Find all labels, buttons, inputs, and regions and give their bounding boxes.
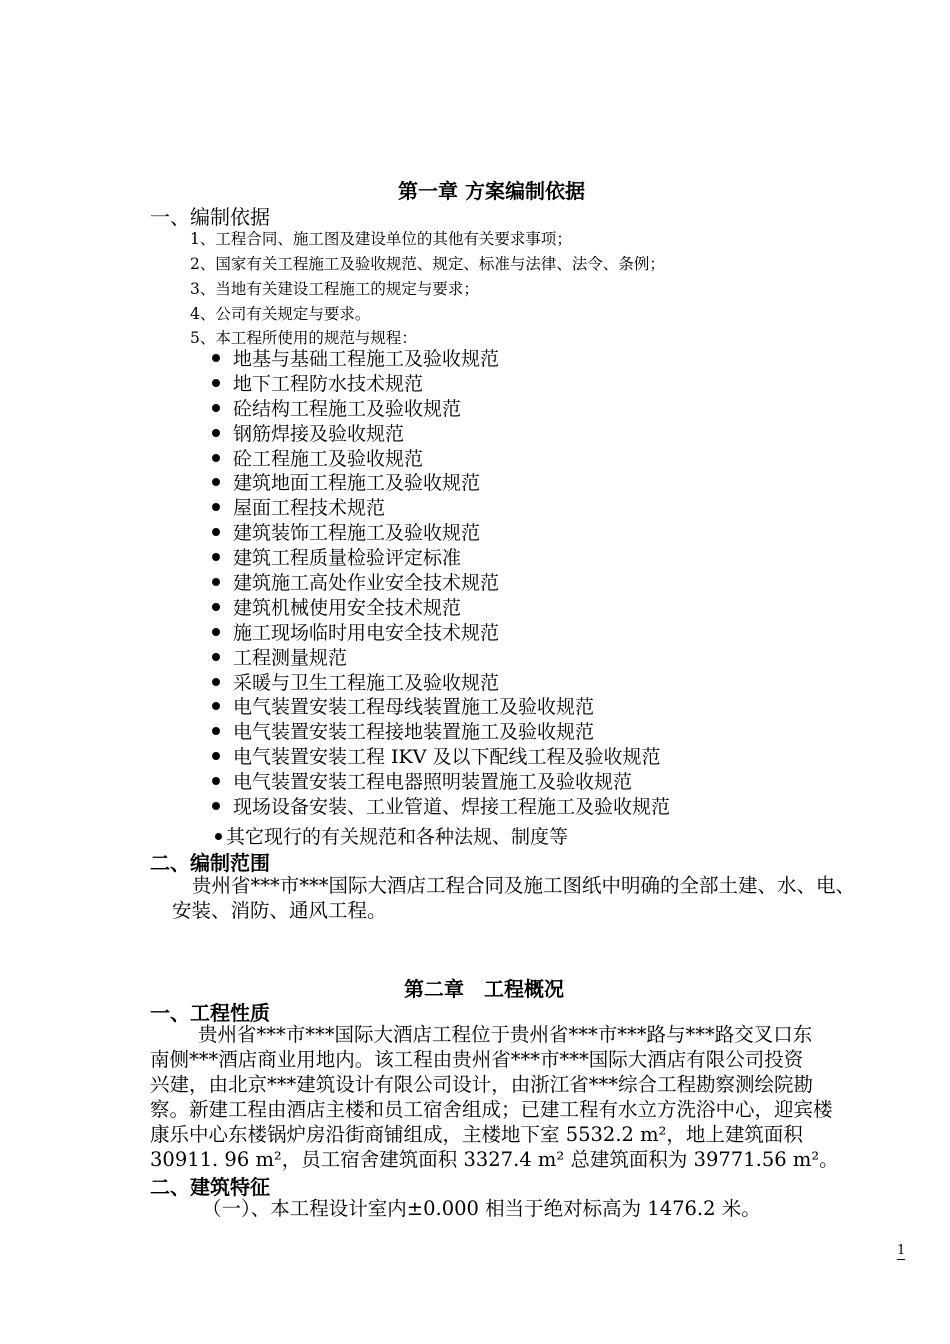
bullet-icon	[212, 777, 220, 785]
nature-line-1: 贵州省***市***国际大酒店工程位于贵州省***市***路与***路交叉口东	[198, 1023, 813, 1046]
bullet-icon	[212, 752, 220, 760]
list-item: 砼结构工程施工及验收规范	[212, 397, 670, 422]
list-item: 工程测量规范	[212, 646, 670, 671]
basis-item-5: 5、本工程所使用的规范与规程：	[190, 329, 417, 347]
list-item: 建筑地面工程施工及验收规范	[212, 471, 670, 496]
page-number-underline	[897, 1259, 905, 1260]
nature-line-5: 康乐中心东楼锅炉房沿街商铺组成，主楼地下室 5532.2 m²，地上建筑面积	[150, 1123, 803, 1146]
bullet-icon	[212, 503, 220, 511]
list-item: 电气装置安装工程电器照明装置施工及验收规范	[212, 770, 670, 795]
bullet-icon	[215, 833, 222, 840]
list-item: 电气装置安装工程 IKV 及以下配线工程及验收规范	[212, 745, 670, 770]
list-item: 施工现场临时用电安全技术规范	[212, 621, 670, 646]
list-item: 砼工程施工及验收规范	[212, 447, 670, 472]
bullet-icon	[212, 603, 220, 611]
list-item: 地基与基础工程施工及验收规范	[212, 347, 670, 372]
list-item: 屋面工程技术规范	[212, 496, 670, 521]
features-line-1: （一）、本工程设计室内±0.000 相当于绝对标高为 1476.2 米。	[202, 1197, 761, 1220]
bullet-icon	[212, 653, 220, 661]
bullet-icon	[212, 404, 220, 412]
basis-item-3: 3、当地有关建设工程施工的规定与要求；	[190, 280, 479, 298]
bullet-icon	[212, 553, 220, 561]
bullet-icon	[212, 454, 220, 462]
list-item: 建筑机械使用安全技术规范	[212, 596, 670, 621]
nature-line-6: 30911. 96 m²，员工宿舍建筑面积 3327.4 m² 总建筑面积为 39771.56 m²。	[150, 1148, 839, 1171]
bullet-icon	[212, 478, 220, 486]
bullet-icon	[212, 678, 220, 686]
bullet-icon	[212, 702, 220, 710]
bullet-icon	[212, 578, 220, 586]
bullet-icon	[212, 628, 220, 636]
section-heading-features: 二、建筑特征	[150, 1175, 270, 1199]
list-item: 现场设备安装、工业管道、焊接工程施工及验收规范	[212, 795, 670, 820]
list-item: 电气装置安装工程接地装置施工及验收规范	[212, 720, 670, 745]
list-item: 钢筋焊接及验收规范	[212, 422, 670, 447]
basis-item-2: 2、国家有关工程施工及验收规范、规定、标准与法律、法令、条例；	[190, 255, 665, 273]
list-item: 采暖与卫生工程施工及验收规范	[212, 671, 670, 696]
list-item: 建筑施工高处作业安全技术规范	[212, 571, 670, 596]
bullet-icon	[212, 528, 220, 536]
nature-line-3: 兴建，由北京***建筑设计有限公司设计，由浙江省***综合工程勘察测绘院勘	[150, 1073, 814, 1096]
page-number: 1	[897, 1243, 906, 1258]
scope-line-2: 安装、消防、通风工程。	[172, 899, 387, 922]
list-item: 建筑工程质量检验评定标准	[212, 546, 670, 571]
list-item: 电气装置安装工程母线装置施工及验收规范	[212, 695, 670, 720]
section-heading-scope: 二、编制范围	[150, 851, 270, 875]
basis-item-4: 4、公司有关规定与要求。	[190, 305, 371, 323]
nature-line-4: 察。新建工程由酒店主楼和员工宿舍组成；已建工程有水立方洗浴中心，迎宾楼	[150, 1098, 833, 1121]
scope-line-1: 贵州省***市***国际大酒店工程合同及施工图纸中明确的全部土建、水、电、	[192, 874, 856, 897]
bullet-icon	[212, 379, 220, 387]
chapter-1-title: 第一章 方案编制依据	[398, 179, 585, 203]
section-heading-basis: 一、编制依据	[150, 205, 270, 229]
basis-item-1: 1、工程合同、施工图及建设单位的其他有关要求事项；	[190, 230, 572, 248]
bullet-icon	[212, 727, 220, 735]
standards-list	[212, 347, 670, 820]
last-list-item: 其它现行的有关规范和各种法规、制度等	[215, 822, 568, 849]
section-heading-nature: 一、工程性质	[150, 1001, 270, 1025]
list-item: 建筑装饰工程施工及验收规范	[212, 521, 670, 546]
bullet-icon	[212, 429, 220, 437]
bullet-icon	[212, 354, 220, 362]
chapter-2-title: 第二章 工程概况	[404, 977, 564, 1001]
nature-line-2: 南侧***酒店商业用地内。该工程由贵州省***市***国际大酒店有限公司投资	[150, 1048, 804, 1071]
list-item: 地下工程防水技术规范	[212, 372, 670, 397]
bullet-icon	[212, 802, 220, 810]
